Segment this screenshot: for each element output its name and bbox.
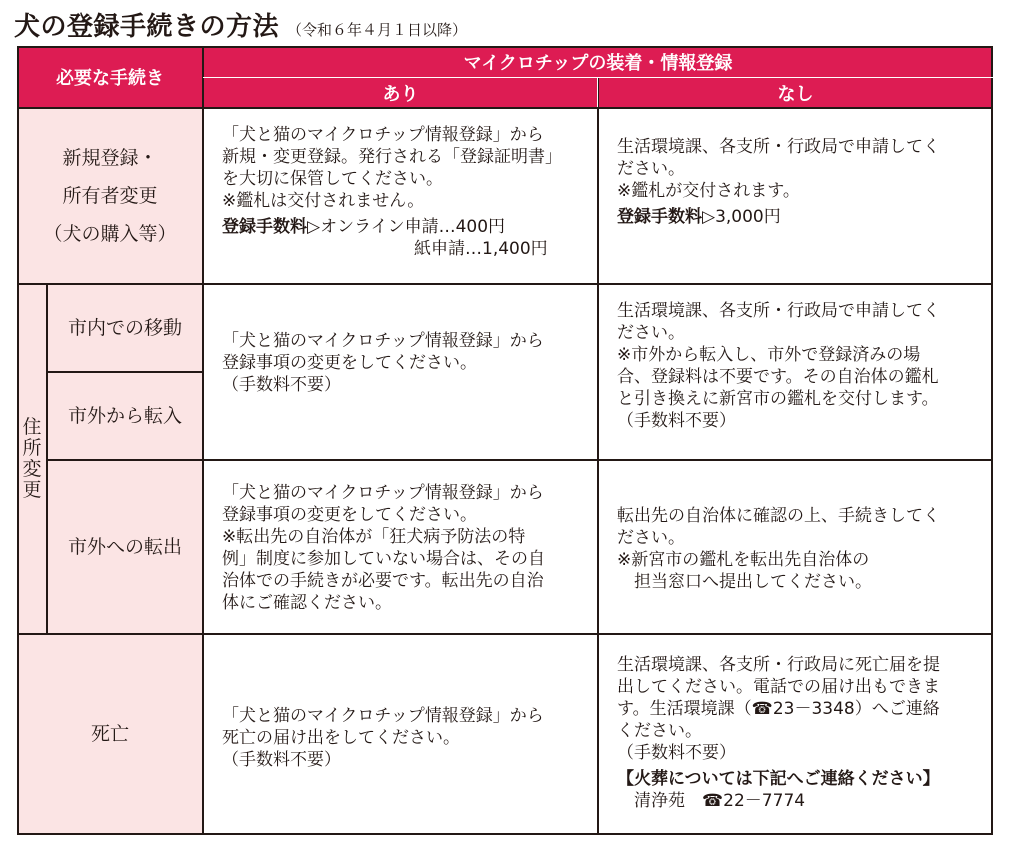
row-new-yes-text: 「犬と猫のマイクロチップ情報登録」から 新規・変更登録。発行される「登録証明書」 を大切に保管してください。 ※鑑札は交付されません。 — [222, 125, 562, 211]
row-new-label-text: 新規登録・ 所有者変更 （犬の購入等） — [43, 147, 177, 245]
divider-label-column — [202, 46, 204, 835]
row-death-label-text: 死亡 — [90, 723, 129, 745]
row-out-label-text: 市外への転出 — [67, 536, 182, 558]
table-border-left — [17, 46, 19, 835]
row-new-no-fee-label: 登録手数料 — [617, 207, 702, 227]
row-from-label — [47, 372, 203, 460]
row-new-yes-fee-paper: 紙申請…1,400円 — [414, 239, 548, 259]
header-procedure-label: 必要な手続き — [56, 68, 164, 89]
header-chip-label: マイクロチップの装着・情報登録 — [463, 53, 733, 74]
row-new-yes-fee — [222, 216, 592, 238]
row-within-from-no — [617, 300, 989, 450]
divider-row-out — [17, 633, 993, 635]
row-within-label-text: 市内での移動 — [67, 317, 182, 339]
divider-row-within — [47, 371, 203, 373]
page-title-block — [14, 6, 467, 42]
table-border-right — [991, 46, 993, 835]
header-yes — [203, 78, 598, 108]
row-out-no — [617, 505, 989, 605]
row-death-no — [617, 654, 991, 830]
row-new-yes-fee-online: ▷オンライン申請…400円 — [307, 217, 506, 237]
row-new-no-fee-value: ▷3,000円 — [702, 207, 781, 227]
header-procedure — [17, 46, 203, 108]
row-out-yes — [222, 482, 594, 622]
address-group-label — [17, 284, 47, 634]
row-within-from-no-text: 生活環境課、各支所・行政局で申請してく ださい。 ※市外から転入し、市外で登録済みの場 合、登録料は不要です。その自治体の鑑札 と引き換えに新宮市の鑑札を交付します。 （手数料不要） — [617, 301, 940, 431]
divider-yes-no — [597, 78, 599, 835]
row-within-from-yes-text: 「犬と猫のマイクロチップ情報登録」から 登録事項の変更をしてください。 （手数料不要） — [222, 331, 544, 395]
row-new-no-text: 生活環境課、各支所・行政局で申請してく ださい。 ※鑑札が交付されます。 — [617, 137, 940, 201]
row-within-from-yes — [222, 330, 592, 420]
row-death-label — [17, 634, 203, 834]
table-border-bottom — [17, 833, 993, 835]
row-death-no-text: 生活環境課、各支所・行政局に死亡届を提 出してください。電話での届け出もできま す。生活環境課（☎23－3348）へご連絡 ください。 （手数料不要） — [617, 655, 940, 763]
row-new-label — [17, 108, 203, 284]
row-new-yes — [222, 124, 592, 280]
row-new-no — [617, 136, 987, 276]
row-out-yes-text: 「犬と猫のマイクロチップ情報登録」から 登録事項の変更をしてください。 ※転出先の自治体が「狂犬病予防法の特 例」制度に参加していない場合は、その自 治体での手続きが必要です。転出先の自治 体にご確認ください。 — [222, 483, 545, 613]
divider-header-yes-no — [597, 78, 598, 108]
divider-row-from — [47, 459, 993, 461]
row-new-yes-fee-label: 登録手数料 — [222, 217, 307, 237]
page-title: 犬の登録手続きの方法 — [14, 12, 280, 42]
row-death-yes — [222, 705, 592, 785]
table-border-top — [17, 46, 993, 48]
header-yes-label: あり — [382, 84, 419, 105]
divider-header-sub — [203, 77, 993, 78]
row-within-label — [47, 284, 203, 372]
address-group-label-text: 住 所 変 更 — [22, 416, 42, 501]
row-out-no-text: 転出先の自治体に確認の上、手続きしてく ださい。 ※新宮市の鑑札を転出先自治体の 担当窓口へ提出してください。 — [617, 506, 940, 592]
divider-header-bottom — [17, 107, 993, 109]
row-from-label-text: 市外から転入 — [67, 405, 182, 427]
row-death-yes-text: 「犬と猫のマイクロチップ情報登録」から 死亡の届け出をしてください。 （手数料不要） — [222, 706, 544, 770]
row-new-no-fee — [617, 206, 987, 228]
page-subtitle: （令和６年４月１日以降） — [287, 21, 468, 39]
header-no — [598, 78, 993, 108]
row-death-cremation-heading: 【火葬については下記へご連絡ください】 — [617, 769, 940, 789]
row-death-cremation-contact: 清浄苑 ☎22－7774 — [617, 791, 806, 811]
header-no-label: なし — [777, 84, 814, 105]
row-out-label — [47, 460, 203, 634]
divider-row-new — [17, 283, 993, 285]
header-chip — [203, 46, 993, 78]
